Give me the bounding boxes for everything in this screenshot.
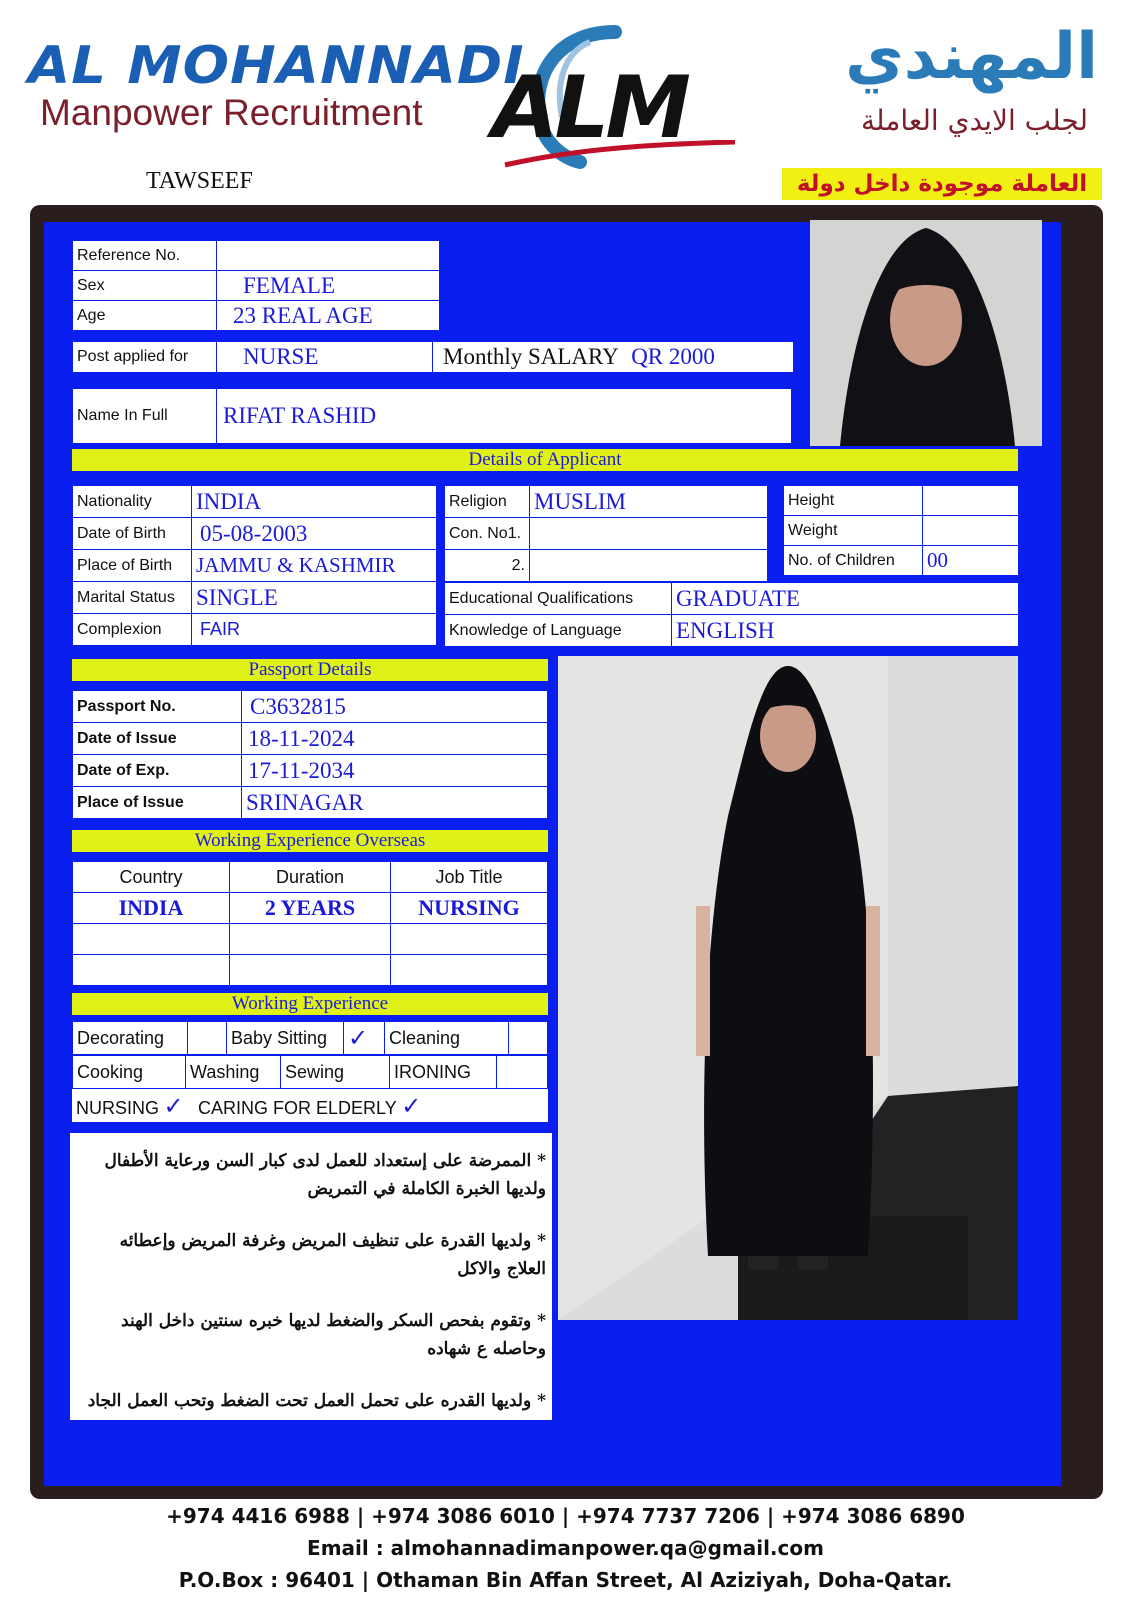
sex-label: Sex bbox=[73, 271, 217, 301]
pob-value: JAMMU & KASHMIR bbox=[192, 550, 437, 582]
height-label: Height bbox=[784, 486, 923, 516]
person-portrait-icon bbox=[810, 220, 1042, 446]
exp-date-value: 17-11-2034 bbox=[242, 755, 548, 787]
issue-place-label: Place of Issue bbox=[73, 787, 242, 819]
salary-label: Monthly SALARY bbox=[443, 344, 619, 369]
baby-sitting-check-icon: ✓ bbox=[344, 1022, 385, 1055]
education-value: GRADUATE bbox=[672, 583, 1019, 615]
education-label: Educational Qualifications bbox=[445, 583, 672, 615]
con1-label: Con. No1. bbox=[445, 518, 530, 550]
nursing-check-icon: ✓ bbox=[163, 1091, 184, 1120]
language-value: ENGLISH bbox=[672, 615, 1019, 647]
dob-value: 05-08-2003 bbox=[192, 518, 437, 550]
overseas-duration-value: 2 YEARS bbox=[230, 893, 391, 924]
skill-cooking: Cooking bbox=[73, 1056, 186, 1089]
footer-email: Email : almohannadimanpower.qa@gmail.com bbox=[307, 1536, 824, 1560]
name-table bbox=[72, 388, 792, 444]
reference-label: Reference No. bbox=[73, 241, 217, 271]
table-row bbox=[73, 924, 548, 955]
issue-place-value: SRINAGAR bbox=[242, 787, 548, 819]
nationality-value: INDIA bbox=[192, 486, 437, 518]
exp-date-label: Date of Exp. bbox=[73, 755, 242, 787]
experience-table bbox=[72, 1021, 548, 1055]
sex-value: FEMALE bbox=[217, 271, 440, 301]
religion-table bbox=[444, 485, 768, 582]
note-item: * ولديها القدره على تحمل العمل تحت الضغط وتحب العمل الجاد bbox=[87, 1391, 546, 1411]
skill-decorating: Decorating bbox=[73, 1022, 188, 1055]
logo-arabic-subtitle: لجلب الايدي العاملة bbox=[861, 104, 1088, 137]
experience-table-row3 bbox=[72, 1089, 548, 1122]
weight-label: Weight bbox=[784, 516, 923, 546]
marital-label: Marital Status bbox=[73, 582, 192, 614]
skill-washing: Washing bbox=[186, 1056, 281, 1089]
name-label: Name In Full bbox=[73, 389, 217, 444]
passport-table bbox=[72, 690, 548, 819]
physical-table bbox=[783, 485, 1019, 576]
name-value: RIFAT RASHID bbox=[217, 389, 792, 444]
overseas-header-job: Job Title bbox=[391, 862, 548, 893]
skill-caring-elderly: CARING FOR ELDERLY bbox=[198, 1097, 397, 1118]
logo-arabic-name: المهندي bbox=[845, 20, 1098, 94]
skill-cleaning: Cleaning bbox=[385, 1022, 509, 1055]
complexion-label: Complexion bbox=[73, 614, 192, 646]
top-info-table bbox=[72, 240, 440, 331]
post-label: Post applied for bbox=[73, 342, 217, 373]
experience-title: Working Experience bbox=[72, 993, 548, 1015]
note-item: * ولديها القدرة على تنظيف المريض وغرفة المريض وإعطائه العلاج والاكل bbox=[119, 1231, 546, 1279]
overseas-header-country: Country bbox=[73, 862, 230, 893]
overseas-country-value: INDIA bbox=[73, 893, 230, 924]
complexion-value: FAIR bbox=[192, 614, 437, 646]
age-label: Age bbox=[73, 301, 217, 331]
table-row bbox=[73, 893, 548, 924]
note-item: * وتقوم بفحص السكر والضغط لديها خبره سنتين داخل الهند وحاصله ع شهاده bbox=[121, 1311, 546, 1359]
experience-table-row2 bbox=[72, 1055, 548, 1089]
skill-ironing: IRONING bbox=[390, 1056, 497, 1089]
overseas-title: Working Experience Overseas bbox=[72, 830, 548, 852]
logo-underline-icon bbox=[500, 140, 740, 170]
person-full-body-icon bbox=[558, 656, 1018, 1320]
religion-label: Religion bbox=[445, 486, 530, 518]
footer-address: P.O.Box : 96401 | Othaman Bin Affan Street, Al Aziziyah, Doha-Qatar. bbox=[178, 1568, 953, 1592]
dob-label: Date of Birth bbox=[73, 518, 192, 550]
table-row bbox=[73, 955, 548, 986]
children-label: No. of Children bbox=[784, 546, 923, 576]
logo-english-name: AL MOHANNADI bbox=[28, 36, 525, 96]
language-label: Knowledge of Language bbox=[445, 615, 672, 647]
logo-alm-mark: ALM bbox=[492, 58, 687, 158]
skill-nursing: NURSING bbox=[76, 1097, 160, 1118]
overseas-job-value: NURSING bbox=[391, 893, 548, 924]
overseas-table bbox=[72, 861, 548, 986]
arabic-notes bbox=[70, 1133, 552, 1420]
passport-no-value: C3632815 bbox=[242, 691, 548, 723]
footer-phones: +974 4416 6988 | +974 3086 6010 | +974 7737 7206 | +974 3086 6890 bbox=[166, 1504, 965, 1528]
tawseef-label: TAWSEEF bbox=[146, 168, 253, 194]
marital-value: SINGLE bbox=[192, 582, 437, 614]
religion-value: MUSLIM bbox=[530, 486, 768, 518]
details-title: Details of Applicant bbox=[72, 449, 1018, 471]
reference-value bbox=[217, 241, 440, 271]
nationality-label: Nationality bbox=[73, 486, 192, 518]
logo-english-subtitle: Manpower Recruitment bbox=[40, 92, 423, 133]
pob-label: Place of Birth bbox=[73, 550, 192, 582]
caring-check-icon: ✓ bbox=[401, 1091, 422, 1120]
passport-no-label: Passport No. bbox=[73, 691, 242, 723]
issue-date-value: 18-11-2024 bbox=[242, 723, 548, 755]
skill-baby-sitting: Baby Sitting bbox=[227, 1022, 344, 1055]
children-value: 00 bbox=[923, 546, 1019, 576]
education-table bbox=[444, 582, 1019, 647]
portrait-photo bbox=[810, 220, 1042, 446]
post-salary-table bbox=[72, 341, 794, 373]
full-body-photo bbox=[558, 656, 1018, 1320]
overseas-header-duration: Duration bbox=[230, 862, 391, 893]
note-item: * الممرضة على إستعداد للعمل لدى كبار السن ورعاية الأطفال ولديها الخبرة الكاملة في التمريض bbox=[104, 1151, 546, 1199]
post-value: NURSE bbox=[217, 342, 433, 373]
con2-label: 2. bbox=[445, 550, 530, 582]
skill-sewing: Sewing bbox=[281, 1056, 390, 1089]
personal-details-table bbox=[72, 485, 437, 646]
issue-date-label: Date of Issue bbox=[73, 723, 242, 755]
age-value: 23 REAL AGE bbox=[217, 301, 440, 331]
inside-qatar-badge: العاملة موجودة داخل دولة bbox=[782, 168, 1102, 200]
salary-value: QR 2000 bbox=[631, 344, 715, 369]
passport-title: Passport Details bbox=[72, 659, 548, 681]
